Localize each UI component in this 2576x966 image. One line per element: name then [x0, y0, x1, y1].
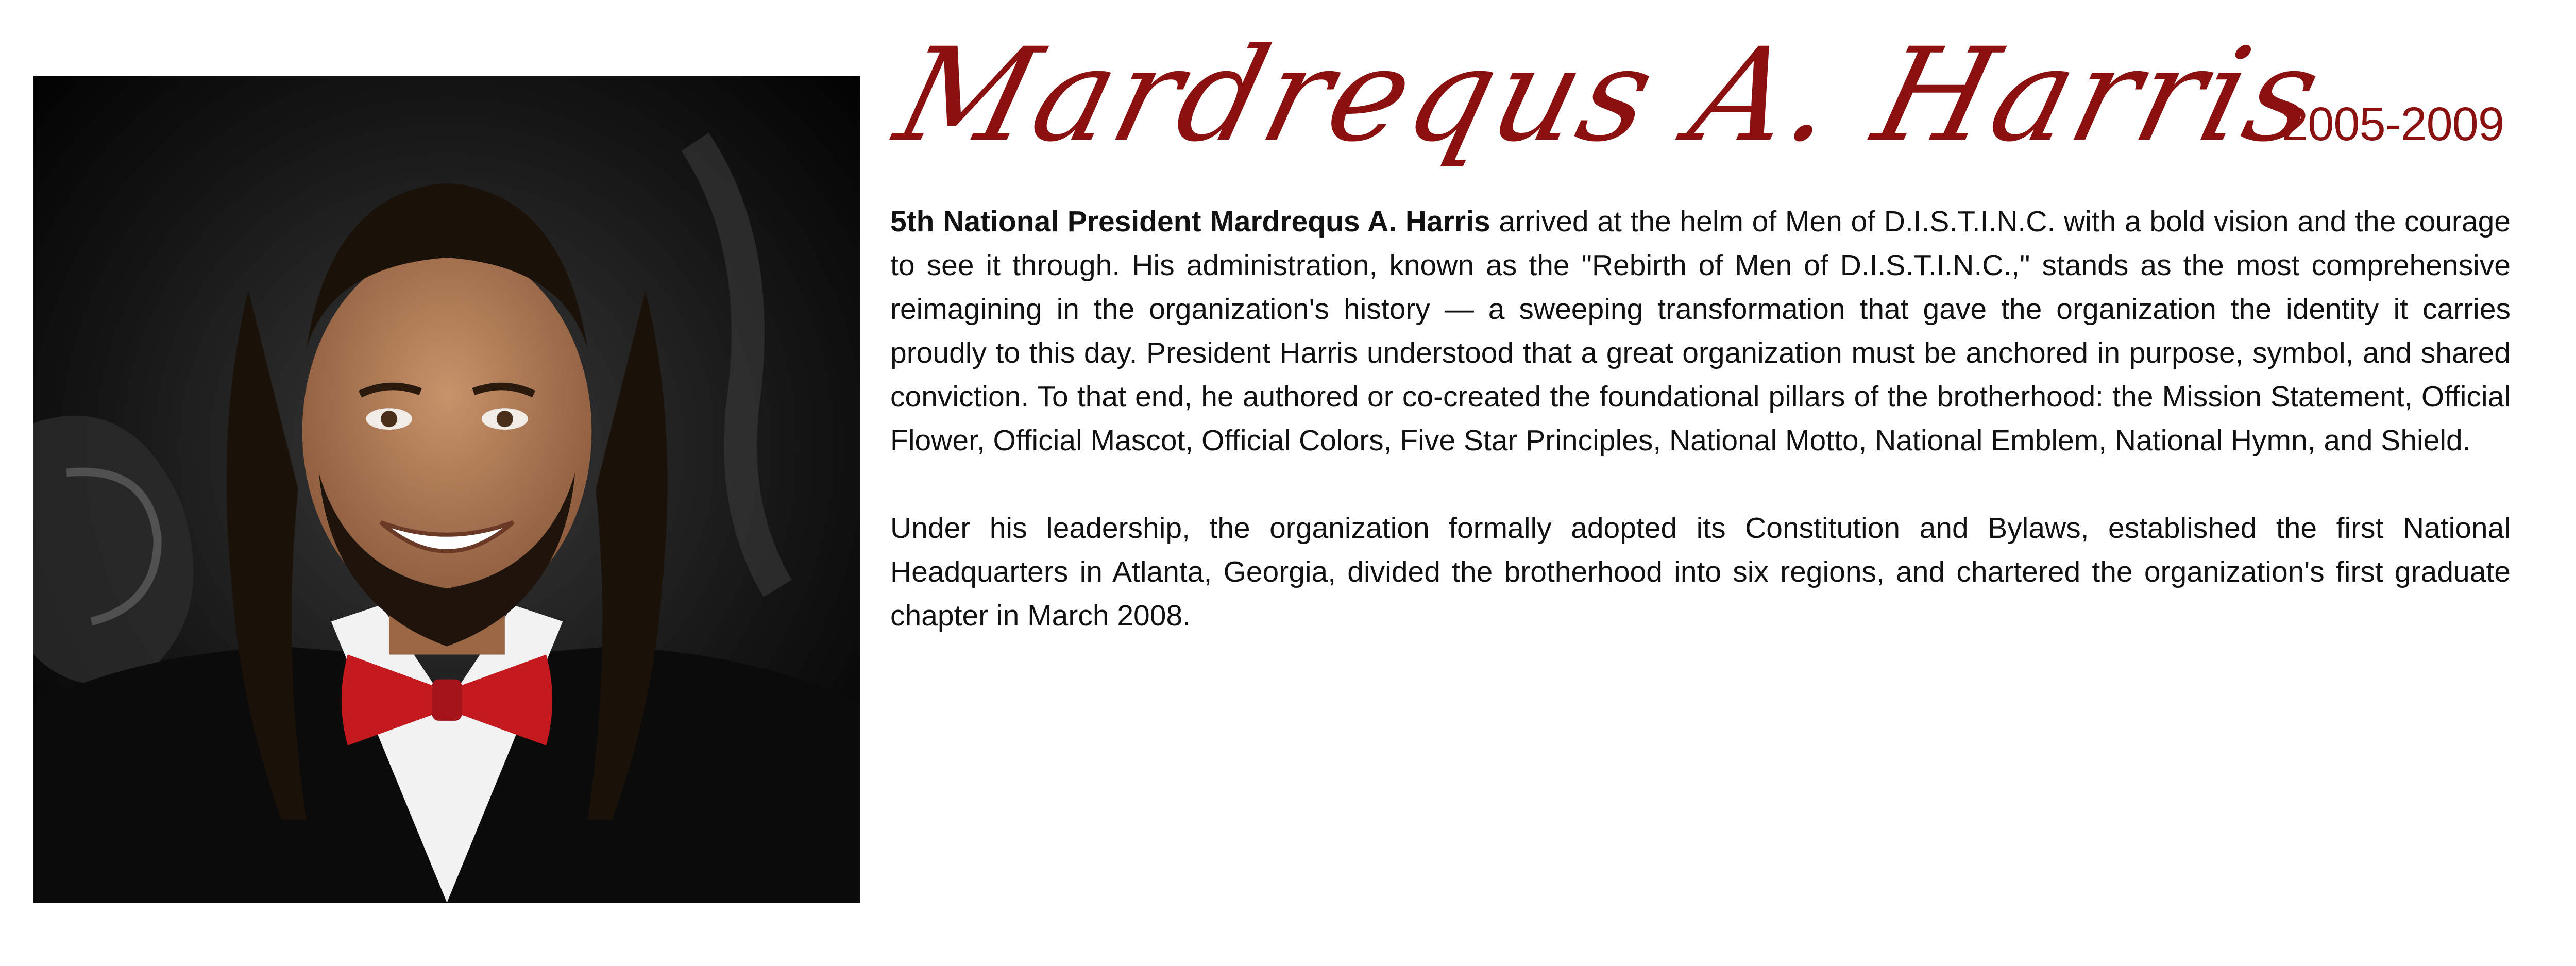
bio-paragraph-1: [890, 200, 2511, 463]
portrait-illustration: [33, 76, 860, 903]
term-years: 2005-2009: [2282, 98, 2504, 150]
biography: [890, 200, 2511, 638]
portrait-photo: [33, 76, 860, 903]
bio-lead: 5th National President Mardrequs A. Harris: [890, 205, 1490, 238]
bio-paragraph-2: Under his leadership, the organization formally adopted its Constitution and Bylaws, established the first National Headquarters in Atlanta, Georgia, divided the brotherhood into six regions, and chartered the organization's first graduate chapter in March 2008.: [890, 512, 2511, 632]
president-name: Mardrequs A. Harris: [884, 20, 2337, 170]
bio-paragraph-1-text: arrived at the helm of Men of D.I.S.T.I.N.C. with a bold vision and the courage to see it through. His administration, known as the "Rebirth of Men of D.I.S.T.I.N.C.," stands as the most comprehensive reimagining in the organization's history — a sweeping transformation that gave the organization the identity it carries proudly to this day. President Harris understood that a great organization must be anchored in purpose, symbol, and shared conviction. To that end, he authored or co-created the foundational pillars of the brotherhood: the Mission Statement, Official Flower, Official Mascot, Official Colors, Five Star Principles, National Motto, National Emblem, National Hymn, and Shield.: [890, 205, 2511, 457]
